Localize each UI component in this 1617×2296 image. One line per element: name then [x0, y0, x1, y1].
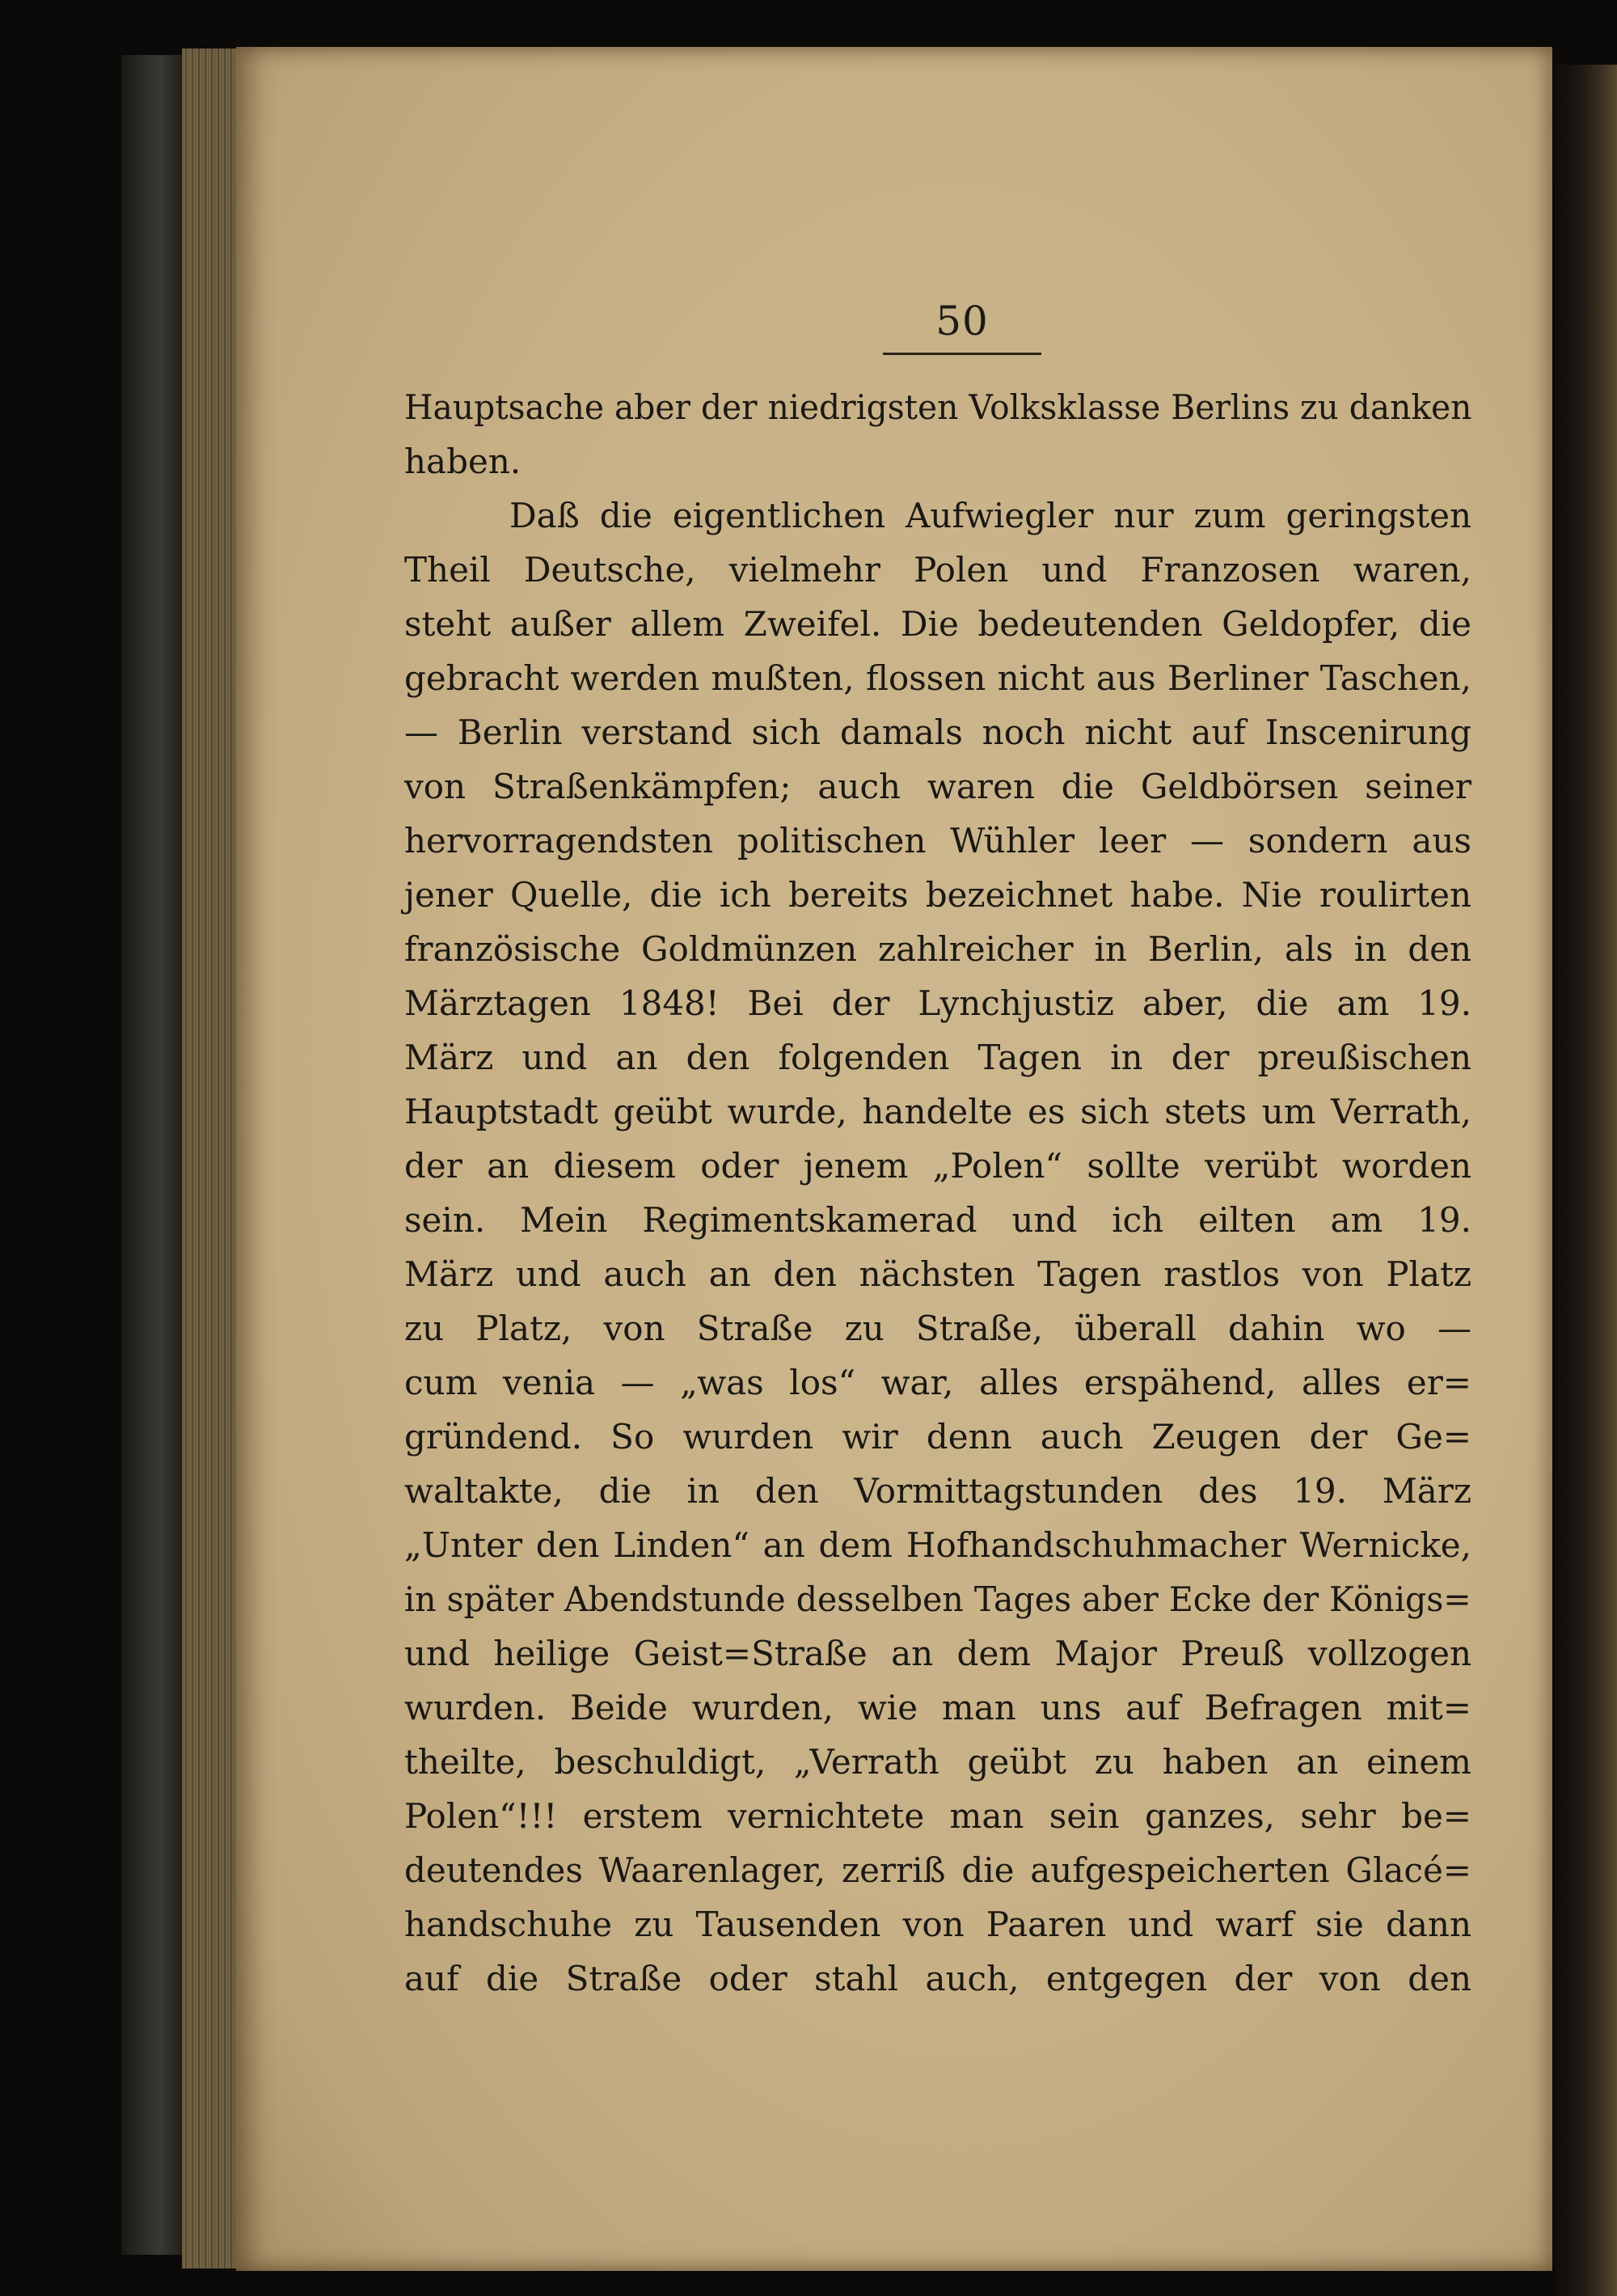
- text-line: Märztagen 1848! Bei der Lynchjustiz aber, die am 19.: [404, 983, 1471, 1023]
- text-line: deutendes Waarenlager, zerriß die aufgespeicherten Glacé=: [404, 1850, 1471, 1890]
- page-number-rule: [883, 353, 1041, 355]
- facing-page-edge: [1554, 65, 1617, 2296]
- text-line: „Unter den Linden“ an dem Hofhandschuhmacher Wernicke,: [404, 1525, 1471, 1565]
- text-line: jener Quelle, die ich bereits bezeichnet habe. Nie roulirten: [404, 875, 1471, 915]
- text-line: theilte, beschuldigt, „Verrath geübt zu haben an einem: [404, 1742, 1471, 1782]
- book-cover-edge: [121, 55, 186, 2255]
- page-number: 50: [935, 298, 989, 345]
- text-line: von Straßenkämpfen; auch waren die Geldbörsen seiner: [404, 767, 1471, 806]
- text-line: gebracht werden mußten, flossen nicht aus Berliner Taschen,: [404, 658, 1471, 698]
- text-line: der an diesem oder jenem „Polen“ sollte verübt worden: [404, 1146, 1471, 1186]
- text-line: waltakte, die in den Vormittagstunden des 19. März: [404, 1471, 1471, 1511]
- text-line: zu Platz, von Straße zu Straße, überall dahin wo —: [404, 1309, 1471, 1348]
- text-line: französische Goldmünzen zahlreicher in Berlin, als in den: [404, 929, 1471, 969]
- text-line: Hauptsache aber der niedrigsten Volksklasse Berlins zu danken: [404, 387, 1472, 427]
- text-line: — Berlin verstand sich damals noch nicht auf Inscenirung: [404, 712, 1471, 752]
- text-line: steht außer allem Zweifel. Die bedeutenden Geldopfer, die: [404, 604, 1471, 644]
- text-line: hervorragendsten politischen Wühler leer — sondern aus: [404, 821, 1471, 860]
- text-line: Daß die eigentlichen Aufwiegler nur zum geringsten: [509, 496, 1471, 535]
- text-line: in später Abendstunde desselben Tages aber Ecke der Königs=: [404, 1579, 1471, 1619]
- text-line: und heilige Geist=Straße an dem Major Preuß vollzogen: [404, 1634, 1471, 1673]
- text-line: März und auch an den nächsten Tagen rastlos von Platz: [404, 1254, 1471, 1294]
- text-line: haben.: [404, 442, 521, 481]
- text-line: März und an den folgenden Tagen in der preußischen: [404, 1038, 1471, 1077]
- text-line: Polen“!!! erstem vernichtete man sein ganzes, sehr be=: [404, 1796, 1471, 1836]
- page-stack-edge: [182, 49, 239, 2269]
- text-line: wurden. Beide wurden, wie man uns auf Befragen mit=: [404, 1688, 1471, 1727]
- text-line: cum venia — „was los“ war, alles erspähend, alles er=: [404, 1363, 1471, 1402]
- text-line: handschuhe zu Tausenden von Paaren und warf sie dann: [404, 1905, 1471, 1944]
- body-text: [404, 380, 1471, 2006]
- text-line: gründend. So wurden wir denn auch Zeugen der Ge=: [404, 1417, 1471, 1457]
- text-line: auf die Straße oder stahl auch, entgegen der von den: [404, 1959, 1471, 1998]
- text-line: sein. Mein Regimentskamerad und ich eilten am 19.: [404, 1200, 1471, 1240]
- text-line: Hauptstadt geübt wurde, handelte es sich stets um Verrath,: [404, 1092, 1471, 1131]
- text-line: Theil Deutsche, vielmehr Polen und Franzosen waren,: [404, 550, 1471, 590]
